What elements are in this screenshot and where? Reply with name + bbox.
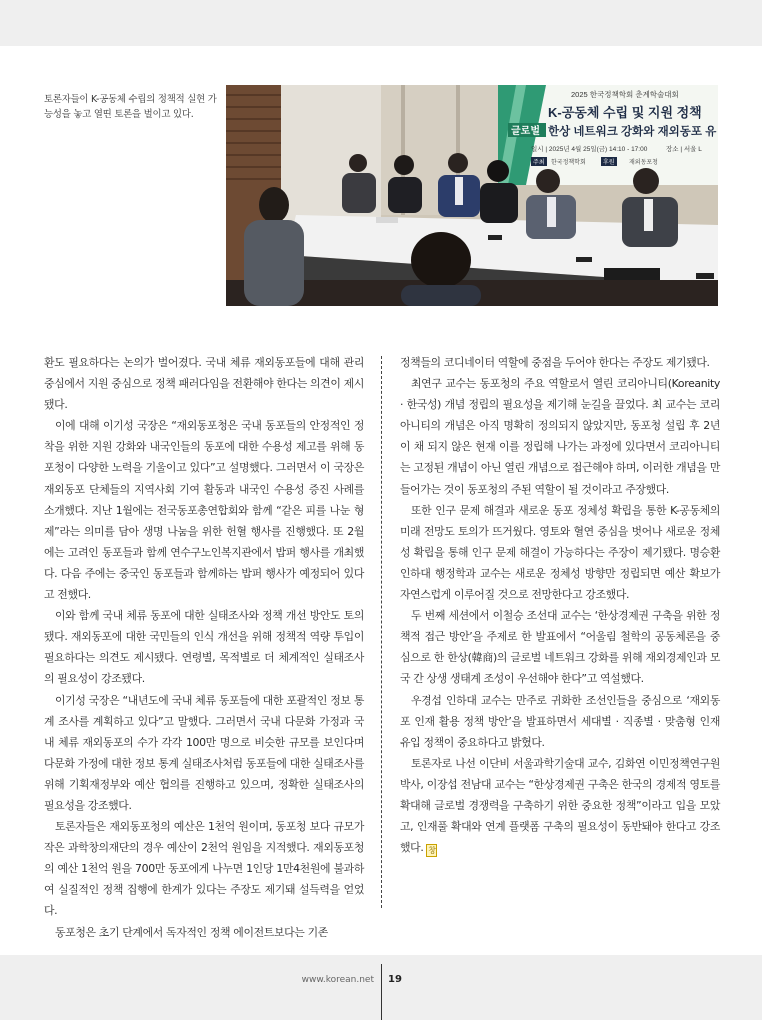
paragraph: 동포청은 초기 단계에서 독자적인 정책 에이전트보다는 기존	[55, 925, 328, 939]
paragraph: 토론자들은 재외동포청의 예산은 1천억 원이며, 동포청 보다 규모가 작은 과학창의재단의 경우 예산이 2천억 원임을 지적했다. 재외동포청의 예산 1천억 원을 700만 동포에게 나누면 1인당 1만4천원에 불과하여 실질적인 정책 집행에 한계가 있다는 주장도 제기돼 설득력을 얻었다.	[44, 820, 364, 918]
paragraph: 정책들의 코디네이터 역할에 중점을 두어야 한다는 주장도 제기됐다.	[400, 356, 710, 369]
banner-date: 일시 | 2025년 4월 25일(금) 14:10 - 17:00	[531, 146, 648, 153]
banner-sponsor: 재외동포청	[629, 160, 658, 166]
paragraph: 이에 대해 이기성 국장은 “재외동포청은 국내 동포들의 안정적인 정착을 위한 지원 강화와 내국인들의 동포에 대한 수용성 제고를 위해 동포청이 다양한 노력을 기울이고 있다”고 설명했다. 그러면서 이 국장은 재외동포 단체들의 지역사회 기여 활동과 내국인 수용성 증진 사례를 소개했다. 지난 1월에는 전국동포총연합회와 함께 “같은 피를 나눈 형제”라는 의미를 담아 생명 나눔을 위한 헌혈 행사를 진행했다. 또 2월에는 고려인 동포들과 함께 연수구노인복지관에서 밥퍼 행사를 개최했다. 다음 주에는 중국인 동포들과 함께하는 밥퍼 행사가 예정되어 있다고 전했다.	[44, 419, 364, 602]
banner-place: 장소 | 서울 L	[666, 146, 702, 153]
paragraph: 우경섭 인하대 교수는 만주로 귀화한 조선인들을 중심으로 ‘재외동포 인재 활용 정책 방안’을 발표하면서 세대별 · 직종별 · 맞춤형 인재 유입 정책이 중요하다고 밝혔다.	[400, 693, 720, 749]
banner-title: K-공동체 수립 및 지원 정책	[548, 105, 702, 120]
page-number: 19	[388, 974, 402, 985]
banner-subtitle: 한상 네트워크 강화와 재외동포 유	[548, 126, 717, 138]
footer-url: www.korean.net	[301, 975, 374, 985]
banner-host: 한국정책학회	[551, 160, 586, 166]
paragraph: 토론자로 나선 이단비 서울과학기술대 교수, 김화연 이민정책연구원 박사, 이장섭 전남대 교수는 “한상경제권 구축은 한국의 경제적 영토를 확대해 글로벌 경쟁력을 구축하기 위한 중요한 정책”이라고 입을 모았고, 인재풀 확대와 연계 플랫폼 구축의 필요성이 동반돼야 한다고 강조했다.	[400, 756, 720, 855]
column-divider	[381, 356, 382, 908]
event-photo	[226, 85, 718, 306]
top-margin-band	[0, 0, 762, 46]
paragraph: 이기성 국장은 “내년도에 국내 체류 동포들에 대한 포괄적인 정보 통계 조사를 계획하고 있다”고 말했다. 그러면서 국내 다문화 가정과 국내 체류 재외동포의 수가 각각 100만 명으로 비슷한 규모를 보인다며 다문화 가정에 대한 정보 통계 실태조사처럼 동포들에 대한 실태조사를 위해 기획재정부와 예산 협의를 진행하고 있으며, 정확한 실태조사의 필요성을 강조했다.	[44, 693, 364, 812]
footer-separator	[381, 964, 382, 1020]
paragraph: 최연구 교수는 동포청의 주요 역할로서 열린 코리아니티(Koreanity · 한국성) 개념 정립의 필요성을 제기해 눈길을 끌었다. 최 교수는 코리아니티의 개념은 아직 명확히 정의되지 않았지만, 동포청 설립 후 2년이 채 되지 않은 현재 이를 정립해 나가는 과정에 있다면서 코리아니티는 고정된 개념이 아닌 열린 개념으로 접근해야 하며, 이러한 개념을 만들어가는 것이 동포청의 주된 역할이 될 것이라고 주장했다.	[400, 377, 720, 496]
paragraph: 두 번째 세션에서 이철승 조선대 교수는 ‘한상경제권 구축을 위한 정책적 접근 방안’을 주제로 한 발표에서 “어울림 철학의 공동체론을 중심으로 한 한상(韓商)의 글로벌 네트워크 강화를 위해 재외경제인과 모국 간 상생 생태계 조성이 우선해야 한다”고 역설했다.	[400, 609, 720, 686]
photo-caption: 토론자들이 K-공동체 수립의 정책적 실현 가능성을 놓고 열띤 토론을 벌이고 있다.	[44, 94, 217, 120]
banner-tag: 글로벌	[511, 126, 540, 137]
end-of-article-icon: 창	[428, 846, 436, 856]
paragraph: 이와 함께 국내 체류 동포에 대한 실태조사와 정책 개선 방안도 토의됐다. 재외동포에 대한 국민들의 인식 개선을 위해 정책적 역량 투입이 필요하다는 의견도 제시됐다. 연령별, 목적별로 더 체계적인 실태조사의 필요성이 강조됐다.	[44, 609, 364, 686]
paragraph: 또한 인구 문제 해결과 새로운 동포 정체성 확립을 통한 K-공동체의 미래 전망도 토의가 뜨거웠다. 영토와 혈연 중심을 벗어나 새로운 정체성 확립을 통해 인구 문제 해결이 가능하다는 주장이 제기됐다. 명승환 인하대 행정학과 교수는 새로운 정체성 방향만 정립되면 예산 확보가 자연스럽게 이루어질 것으로 전망한다고 강조했다.	[400, 503, 720, 602]
paragraph: 환도 필요하다는 논의가 벌어졌다. 국내 체류 재외동포들에 대해 관리 중심에서 지원 중심으로 정책 패러다임을 전환해야 한다는 의견이 제시됐다.	[44, 356, 364, 412]
article-left-column	[44, 352, 364, 943]
banner-sponsor-label: 후원	[603, 160, 615, 166]
banner-host-label: 주최	[533, 160, 545, 166]
article-right-column	[400, 352, 720, 858]
banner-society: 2025 한국정책학회 춘계학술대회	[571, 90, 679, 99]
